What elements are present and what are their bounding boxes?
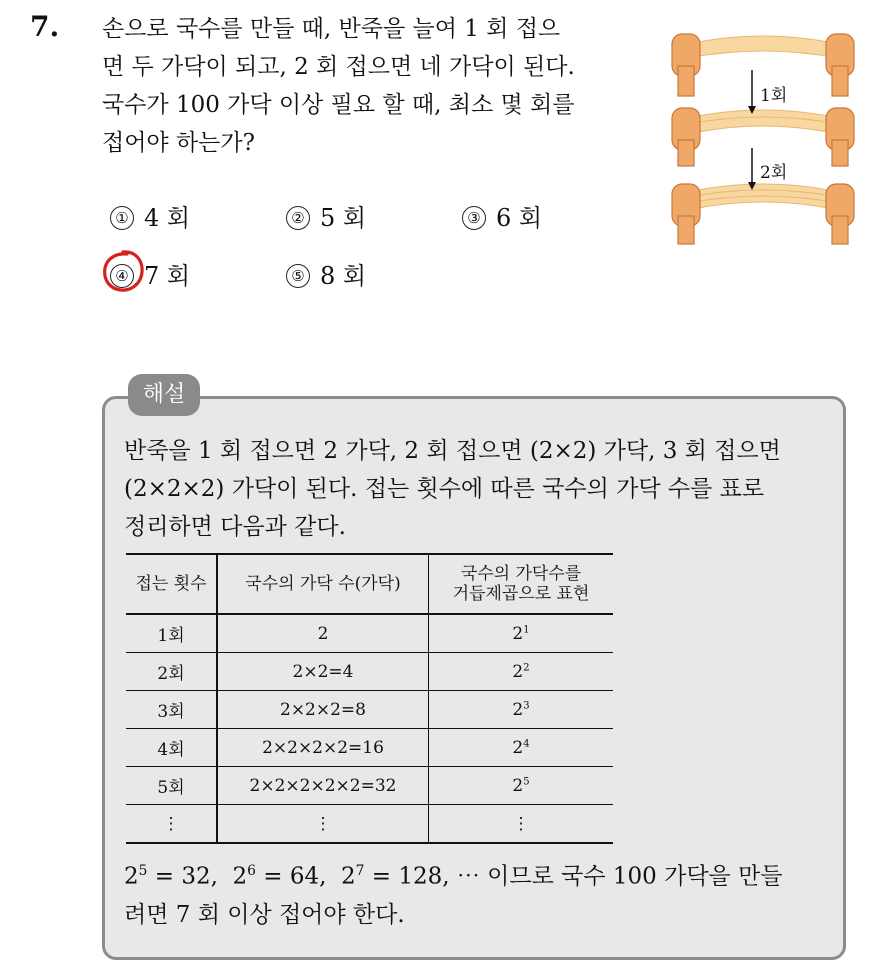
conclusion-line-1 xyxy=(124,852,836,896)
choice-text: 6 회 xyxy=(496,204,543,232)
fold-label-2: 2회 xyxy=(760,163,788,183)
conclusion-segment: = 32, xyxy=(147,863,233,890)
power-exponent: 2 xyxy=(523,661,530,673)
fold-label-1: 1회 xyxy=(760,86,788,106)
power-base: 2 xyxy=(124,863,139,890)
cell-power xyxy=(429,653,614,691)
choice-text: 4 회 xyxy=(144,204,191,232)
question-line: 면 두 가닥이 되고, 2 회 접으면 네 가닥이 된다. xyxy=(102,54,575,80)
header-power xyxy=(429,554,614,614)
explanation-line: 반죽을 1 회 접으면 2 가닥, 2 회 접으면 (2×2) 가닥, 3 회 접으면 xyxy=(124,438,781,464)
power-base: ⋮ xyxy=(512,813,530,834)
cell-folds: 1회 xyxy=(126,614,217,653)
power-exponent: 4 xyxy=(523,737,530,749)
power-base: 2 xyxy=(232,863,248,890)
cell-count: 2×2×2×2×2=32 xyxy=(217,767,429,805)
power-exponent: 5 xyxy=(523,775,530,787)
question-number: 7. xyxy=(30,10,60,43)
cell-count: 2×2×2=8 xyxy=(217,691,429,729)
explanation-text xyxy=(124,432,836,546)
cell-folds: 2회 xyxy=(126,653,217,691)
folding-table xyxy=(126,553,613,844)
arrow-down-icon xyxy=(748,148,756,190)
cell-power xyxy=(429,805,614,844)
table-row xyxy=(126,653,613,691)
arrow-down-icon xyxy=(748,70,756,114)
power-base: 2 xyxy=(341,863,356,890)
cell-power xyxy=(429,729,614,767)
header-count: 국수의 가닥 수(가닥) xyxy=(217,554,429,614)
cell-power xyxy=(429,691,614,729)
explanation-line: (2×2×2) 가닥이 된다. 접는 횟수에 따른 국수의 가닥 수를 표로 xyxy=(124,476,765,502)
conclusion-segment: = 128, ⋯ 이므로 국수 100 가닥을 만들 xyxy=(364,863,783,890)
power-exponent: 5 xyxy=(138,863,148,879)
question-line: 국수가 100 가닥 이상 필요 할 때, 최소 몇 회를 xyxy=(102,92,575,118)
choice-text: 8 회 xyxy=(320,262,367,290)
header-power-line: 거듭제곱으로 표현 xyxy=(452,584,590,604)
power-exponent: 3 xyxy=(523,699,530,711)
power-exponent: 1 xyxy=(523,623,530,635)
question-text xyxy=(102,10,647,162)
choice-symbol: ⑤ xyxy=(286,264,310,288)
cell-folds: ⋮ xyxy=(126,805,217,844)
choice-symbol: ③ xyxy=(462,206,486,230)
choice-text: 5 회 xyxy=(320,204,367,232)
choice-symbol: ① xyxy=(110,206,134,230)
cell-folds: 5회 xyxy=(126,767,217,805)
choice-1[interactable] xyxy=(110,198,190,233)
question-line: 손으로 국수를 만들 때, 반죽을 늘여 1 회 접으 xyxy=(102,16,561,42)
cell-power xyxy=(429,767,614,805)
power-base: 2 xyxy=(512,699,524,720)
conclusion-line-2: 려면 7 회 이상 접어야 한다. xyxy=(124,901,405,928)
table-row xyxy=(126,729,613,767)
power-exponent: 6 xyxy=(247,863,256,879)
table-header-row xyxy=(126,554,613,614)
power-base: 2 xyxy=(512,775,524,796)
conclusion-segment: = 64, xyxy=(255,863,342,890)
power-base: 2 xyxy=(512,737,524,758)
power-base: 2 xyxy=(512,623,524,644)
noodle-strand-2 xyxy=(672,108,854,166)
cell-power xyxy=(429,614,614,653)
power-base: 2 xyxy=(512,661,524,682)
power-exponent: 7 xyxy=(355,863,365,879)
noodle-folding-illustration xyxy=(668,26,858,246)
question-line: 접어야 하는가? xyxy=(102,130,255,156)
cell-count: 2×2×2×2=16 xyxy=(217,729,429,767)
choice-symbol: ④ xyxy=(110,264,134,288)
choice-4[interactable] xyxy=(110,256,190,291)
cell-count: ⋮ xyxy=(217,805,429,844)
choice-5[interactable] xyxy=(286,256,366,291)
explanation-line: 정리하면 다음과 같다. xyxy=(124,514,346,540)
cell-count: 2 xyxy=(217,614,429,653)
table-row xyxy=(126,767,613,805)
choice-symbol: ② xyxy=(286,206,310,230)
table-row xyxy=(126,691,613,729)
header-folds: 접는 횟수 xyxy=(126,554,217,614)
cell-count: 2×2=4 xyxy=(217,653,429,691)
explanation-badge: 해설 xyxy=(128,374,200,416)
conclusion-text xyxy=(124,852,836,934)
noodle-strand-3 xyxy=(672,184,854,244)
header-power-line: 국수의 가닥수를 xyxy=(460,564,582,584)
cell-folds: 3회 xyxy=(126,691,217,729)
table-row xyxy=(126,614,613,653)
cell-folds: 4회 xyxy=(126,729,217,767)
table-row xyxy=(126,805,613,844)
choice-2[interactable] xyxy=(286,198,366,233)
choice-3[interactable] xyxy=(462,198,542,233)
choice-text: 7 회 xyxy=(144,262,191,290)
